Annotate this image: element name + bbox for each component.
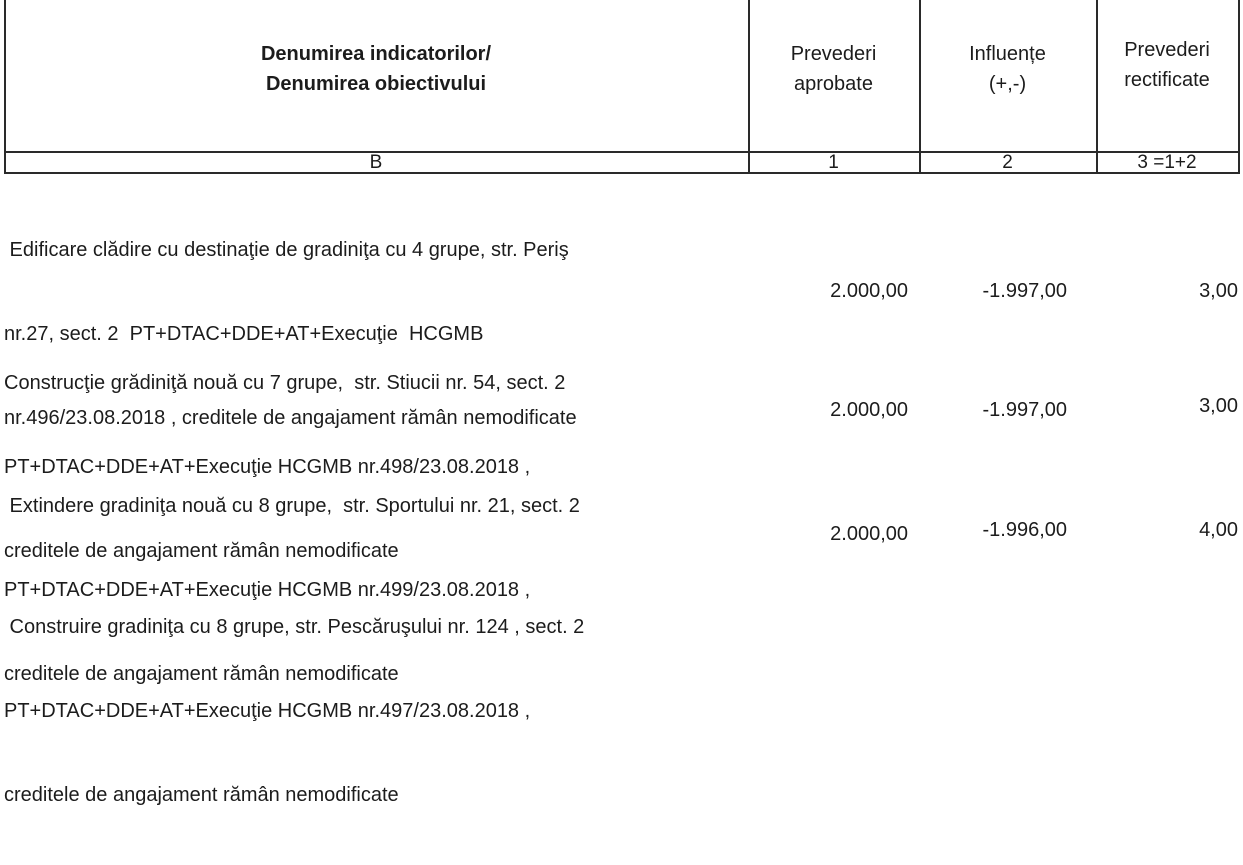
header-influence-line2: (+,-) (988, 73, 1027, 95)
header-approved (748, 39, 919, 99)
approved-value: 2.000,00 (830, 280, 908, 302)
description-line: PT+DTAC+DDE+AT+Execuţie HCGMB nr.498/23.08.2018 , (4, 456, 531, 478)
description-line: creditele de angajament rămân nemodificate (4, 540, 399, 562)
table-border-right (1238, 0, 1240, 174)
header-rectified-line1: Prevederi (1124, 39, 1210, 61)
header-indicator-line2: Denumirea obiectivului (265, 73, 487, 95)
column-number-b: B (369, 152, 383, 173)
header-influence (919, 39, 1096, 99)
description-line: creditele de angajament rămân nemodificate (4, 784, 399, 806)
table-row-description (4, 557, 749, 865)
column-number-3: 3 =1+2 (1137, 152, 1197, 173)
column-number-1: 1 (828, 152, 839, 173)
header-rectified-line2: rectificate (1124, 69, 1210, 91)
header-indicator-name (4, 39, 748, 99)
influence-value: -1.996,00 (982, 519, 1067, 541)
header-rectified (1096, 35, 1238, 95)
approved-value: 2.000,00 (830, 523, 908, 545)
description-line: Construcţie grădiniţă nouă cu 7 grupe, str. Stiucii nr. 54, sect. 2 (4, 372, 566, 394)
header-influence-line1: Influențe (969, 43, 1046, 65)
description-line: nr.496/23.08.2018 , creditele de angajament rămân nemodificate (4, 407, 577, 429)
header-approved-line1: Prevederi (790, 43, 877, 65)
column-number-2: 2 (1002, 152, 1013, 173)
description-line: PT+DTAC+DDE+AT+Execuţie HCGMB nr.499/23.08.2018 , (4, 579, 531, 601)
influence-value: -1.997,00 (982, 399, 1067, 421)
description-line: creditele de angajament rămân nemodificate (4, 663, 399, 685)
influence-value: -1.997,00 (982, 280, 1067, 302)
description-line: Extindere gradiniţa nouă cu 8 grupe, str. Sportului nr. 21, sect. 2 (4, 495, 580, 517)
header-approved-line2: aprobate (794, 73, 873, 95)
description-line: Construire gradiniţa cu 8 grupe, str. Pescăruşului nr. 124 , sect. 2 (4, 616, 585, 638)
header-indicator-line1: Denumirea indicatorilor/ (260, 43, 492, 65)
approved-value: 2.000,00 (830, 399, 908, 421)
rectified-value: 3,00 (1199, 395, 1238, 417)
description-line: nr.27, sect. 2 PT+DTAC+DDE+AT+Execuţie HCGMB (4, 323, 484, 345)
description-line: PT+DTAC+DDE+AT+Execuţie HCGMB nr.497/23.08.2018 , (4, 700, 531, 722)
rectified-value: 4,00 (1199, 519, 1238, 541)
rectified-value: 3,00 (1199, 280, 1238, 302)
description-line: Edificare clădire cu destinaţie de gradiniţa cu 4 grupe, str. Periş (4, 239, 569, 261)
